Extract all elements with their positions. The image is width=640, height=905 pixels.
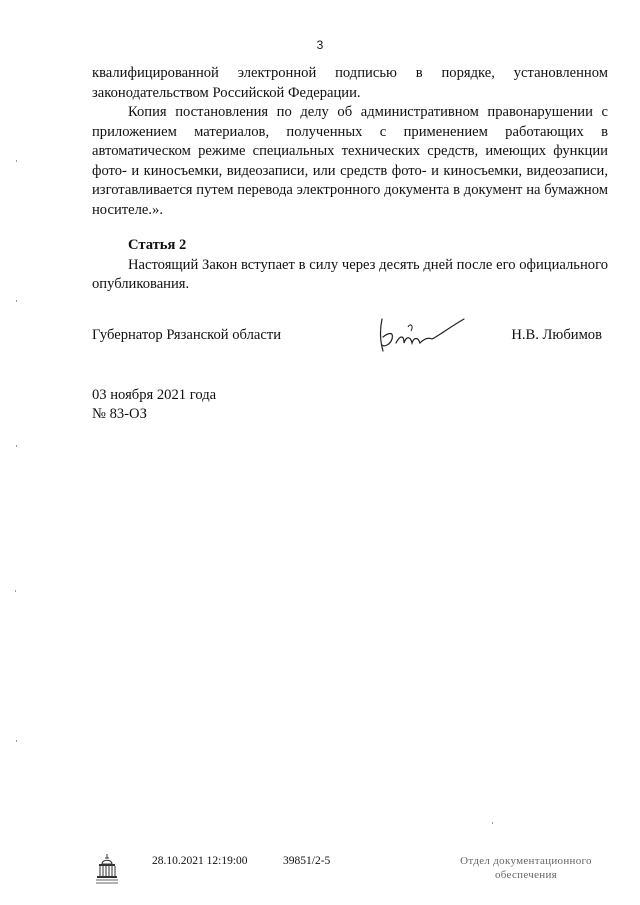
scan-speck: [492, 822, 493, 824]
signature-block: [92, 327, 608, 351]
paragraph-continuation: квалифицированной электронной подписью в порядке, установленном законодательством Российской Федерации.: [92, 65, 608, 101]
stamp-line-2: обеспечения: [494, 869, 558, 881]
scan-speck: [16, 445, 17, 447]
article-text: Настоящий Закон вступает в силу через десять дней после его официального опубликования.: [92, 256, 608, 292]
scan-speck: [16, 160, 17, 162]
law-number: № 83-ОЗ: [92, 406, 147, 422]
document-body: [92, 64, 608, 295]
duma-building-emblem-icon: [94, 852, 120, 886]
footer-datetime: 28.10.2021 12:19:00: [152, 855, 248, 867]
issue-date: 03 ноября 2021 года: [92, 387, 217, 403]
document-footer: [0, 850, 640, 890]
paragraph-copy-resolution: Копия постановления по делу об административном правонарушении с приложением материалов, полученных с применением работающих в автоматическом режиме специальных технических средств, имеющих функции фото- и киносъемки, видеозаписи, или средств фото- и киносъемки, видеозаписи, изготавливается путем перевода электронного документа в документ на бумажном носителе.».: [92, 104, 608, 218]
signatory-title: Губернатор Рязанской области: [92, 327, 282, 343]
page-number: 3: [316, 38, 324, 52]
department-stamp: [446, 854, 606, 882]
handwritten-signature: [374, 313, 470, 357]
scan-speck: [15, 590, 16, 592]
scan-speck: [16, 300, 17, 302]
scan-speck: [16, 740, 17, 742]
issue-info: [92, 386, 216, 424]
footer-doc-number: 39851/2-5: [283, 855, 331, 867]
article-heading: Статья 2: [128, 237, 187, 253]
signatory-name: Н.В. Любимов: [511, 327, 602, 343]
stamp-line-1: Отдел документационного: [460, 855, 592, 867]
